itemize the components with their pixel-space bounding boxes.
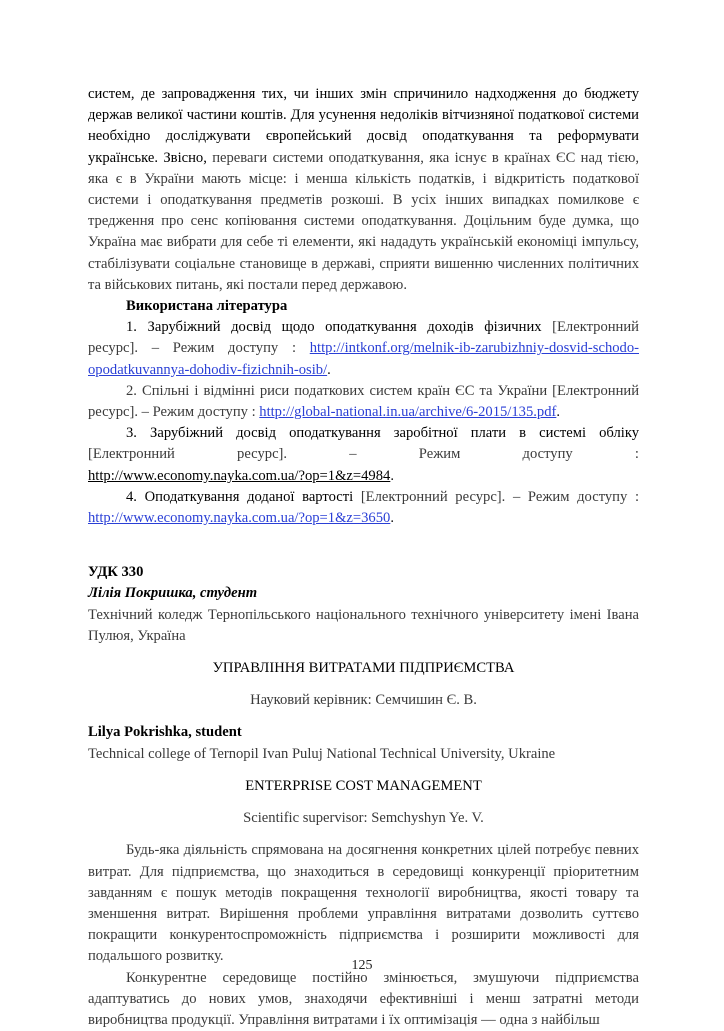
- article-title-ua: УПРАВЛІННЯ ВИТРАТАМИ ПІДПРИЄМСТВА: [212, 660, 515, 677]
- affiliation-en: Technical college of Ternopil Ivan Puluj National Technical University, Ukraine: [88, 745, 556, 762]
- reference-end: .: [390, 467, 394, 484]
- reference-details: [Електронний ресурс]. – Режим доступу :: [88, 382, 639, 421]
- article-title-en: ENTERPRISE COST MANAGEMENT: [245, 777, 482, 794]
- supervisor-en: Scientific supervisor: Semchyshyn Ye. V.: [243, 810, 484, 827]
- reference-details: [Електронний ресурс]. – Режим доступу :: [88, 319, 639, 357]
- reference-title: 3. Зарубіжний досвід оподаткування заробітної плати в системі обліку: [126, 425, 639, 442]
- page-number: 125: [351, 958, 373, 973]
- reference-item-3: [88, 423, 639, 465]
- reference-item-1: [88, 317, 639, 381]
- section-spacer: [88, 529, 639, 562]
- reference-details: [Електронний ресурс]. – Режим доступу :: [88, 446, 639, 463]
- intro-regular-text: переваги системи оподаткування, яка існує в країнах ЄС над тією, яка є в України мають місце: і менша кількість податків, і відкритість податкової системи і оподаткування предметів розкоші. В усіх інших випадках помилкове є тредження про сенс копіювання системи оподаткування. Доцільним буде думка, що Україна має вибрати для себе ті елементи, які нададуть українській економіці імпульсу, стабілізувати соціальне становище в державі, сприяти вишенню численних політичних та військових питань, які постали перед державою.: [88, 149, 639, 293]
- reference-end: .: [390, 510, 394, 527]
- reference-title: 4. Оподаткування доданої вартості: [126, 488, 354, 505]
- references-heading: Використана література: [126, 298, 288, 315]
- body-paragraph-2: Конкурентне середовище постійно змінюється, змушуючи підприємства адаптуватись до нових умов, знаходячи ефективніші і менш затратні методи виробництва продукції. Управління витратами і їх оптимізація — одна з найбільш: [88, 969, 639, 1028]
- page-body: [88, 84, 639, 1031]
- affiliation-ua: Технічний коледж Тернопільського національного технічного університету імені Івана Пулюя, Україна: [88, 606, 639, 644]
- reference-item-2: [88, 381, 639, 423]
- intro-bold-text: систем, де запровадження тих, чи інших змін спричинило надходження до бюджету держав великої частини коштів. Для усунення недоліків вітчизняної податкової системи необхідно досліджувати європейський досвід оподаткування та реформувати українське. Звісно,: [88, 86, 639, 166]
- author-ua: Лілія Покришка, студент: [88, 585, 258, 602]
- reference-link[interactable]: http://global-national.in.ua/archive/6-2015/135.pdf: [259, 404, 557, 421]
- body-paragraph-1: Будь-яка діяльність спрямована на досягнення конкретних цілей потребує певних витрат. Для підприємства, що знаходиться в середовищі конкуренції пріоритетним завданням є пошук методів покращення технології виробництва, якості товару та зменшення витрат. Вирішення проблеми управління витратами дозволить суттєво покращити конкурентоспроможність підприємства і розширити можливості для подальшого розвитку.: [88, 842, 639, 965]
- reference-end: .: [327, 361, 331, 378]
- reference-item-3-link-line: [88, 466, 639, 487]
- reference-item-4: [88, 487, 639, 529]
- reference-link[interactable]: http://www.economy.nayka.com.ua/?op=1&z=4984: [88, 467, 391, 484]
- intro-paragraph: [88, 84, 639, 296]
- reference-title: 1. Зарубіжний досвід щодо оподаткування доходів фізичних: [126, 319, 542, 336]
- udk-code: УДК 330: [88, 564, 144, 581]
- author-en: Lilya Pokrishka, student: [88, 724, 242, 741]
- supervisor-ua: Науковий керівник: Семчишин Є. В.: [250, 692, 477, 709]
- reference-link[interactable]: http://intkonf.org/melnik-ib-zarubizhniy-dosvid-schodo-opodatkuvannya-dohodiv-fizichnih-osib/: [88, 340, 639, 378]
- reference-link[interactable]: http://www.economy.nayka.com.ua/?op=1&z=3650: [88, 510, 391, 527]
- reference-title: 2. Спільні і відмінні риси податкових систем країн ЄС та України: [126, 382, 548, 399]
- reference-details: [Електронний ресурс]. – Режим доступу :: [353, 488, 639, 505]
- reference-end: .: [556, 404, 561, 421]
